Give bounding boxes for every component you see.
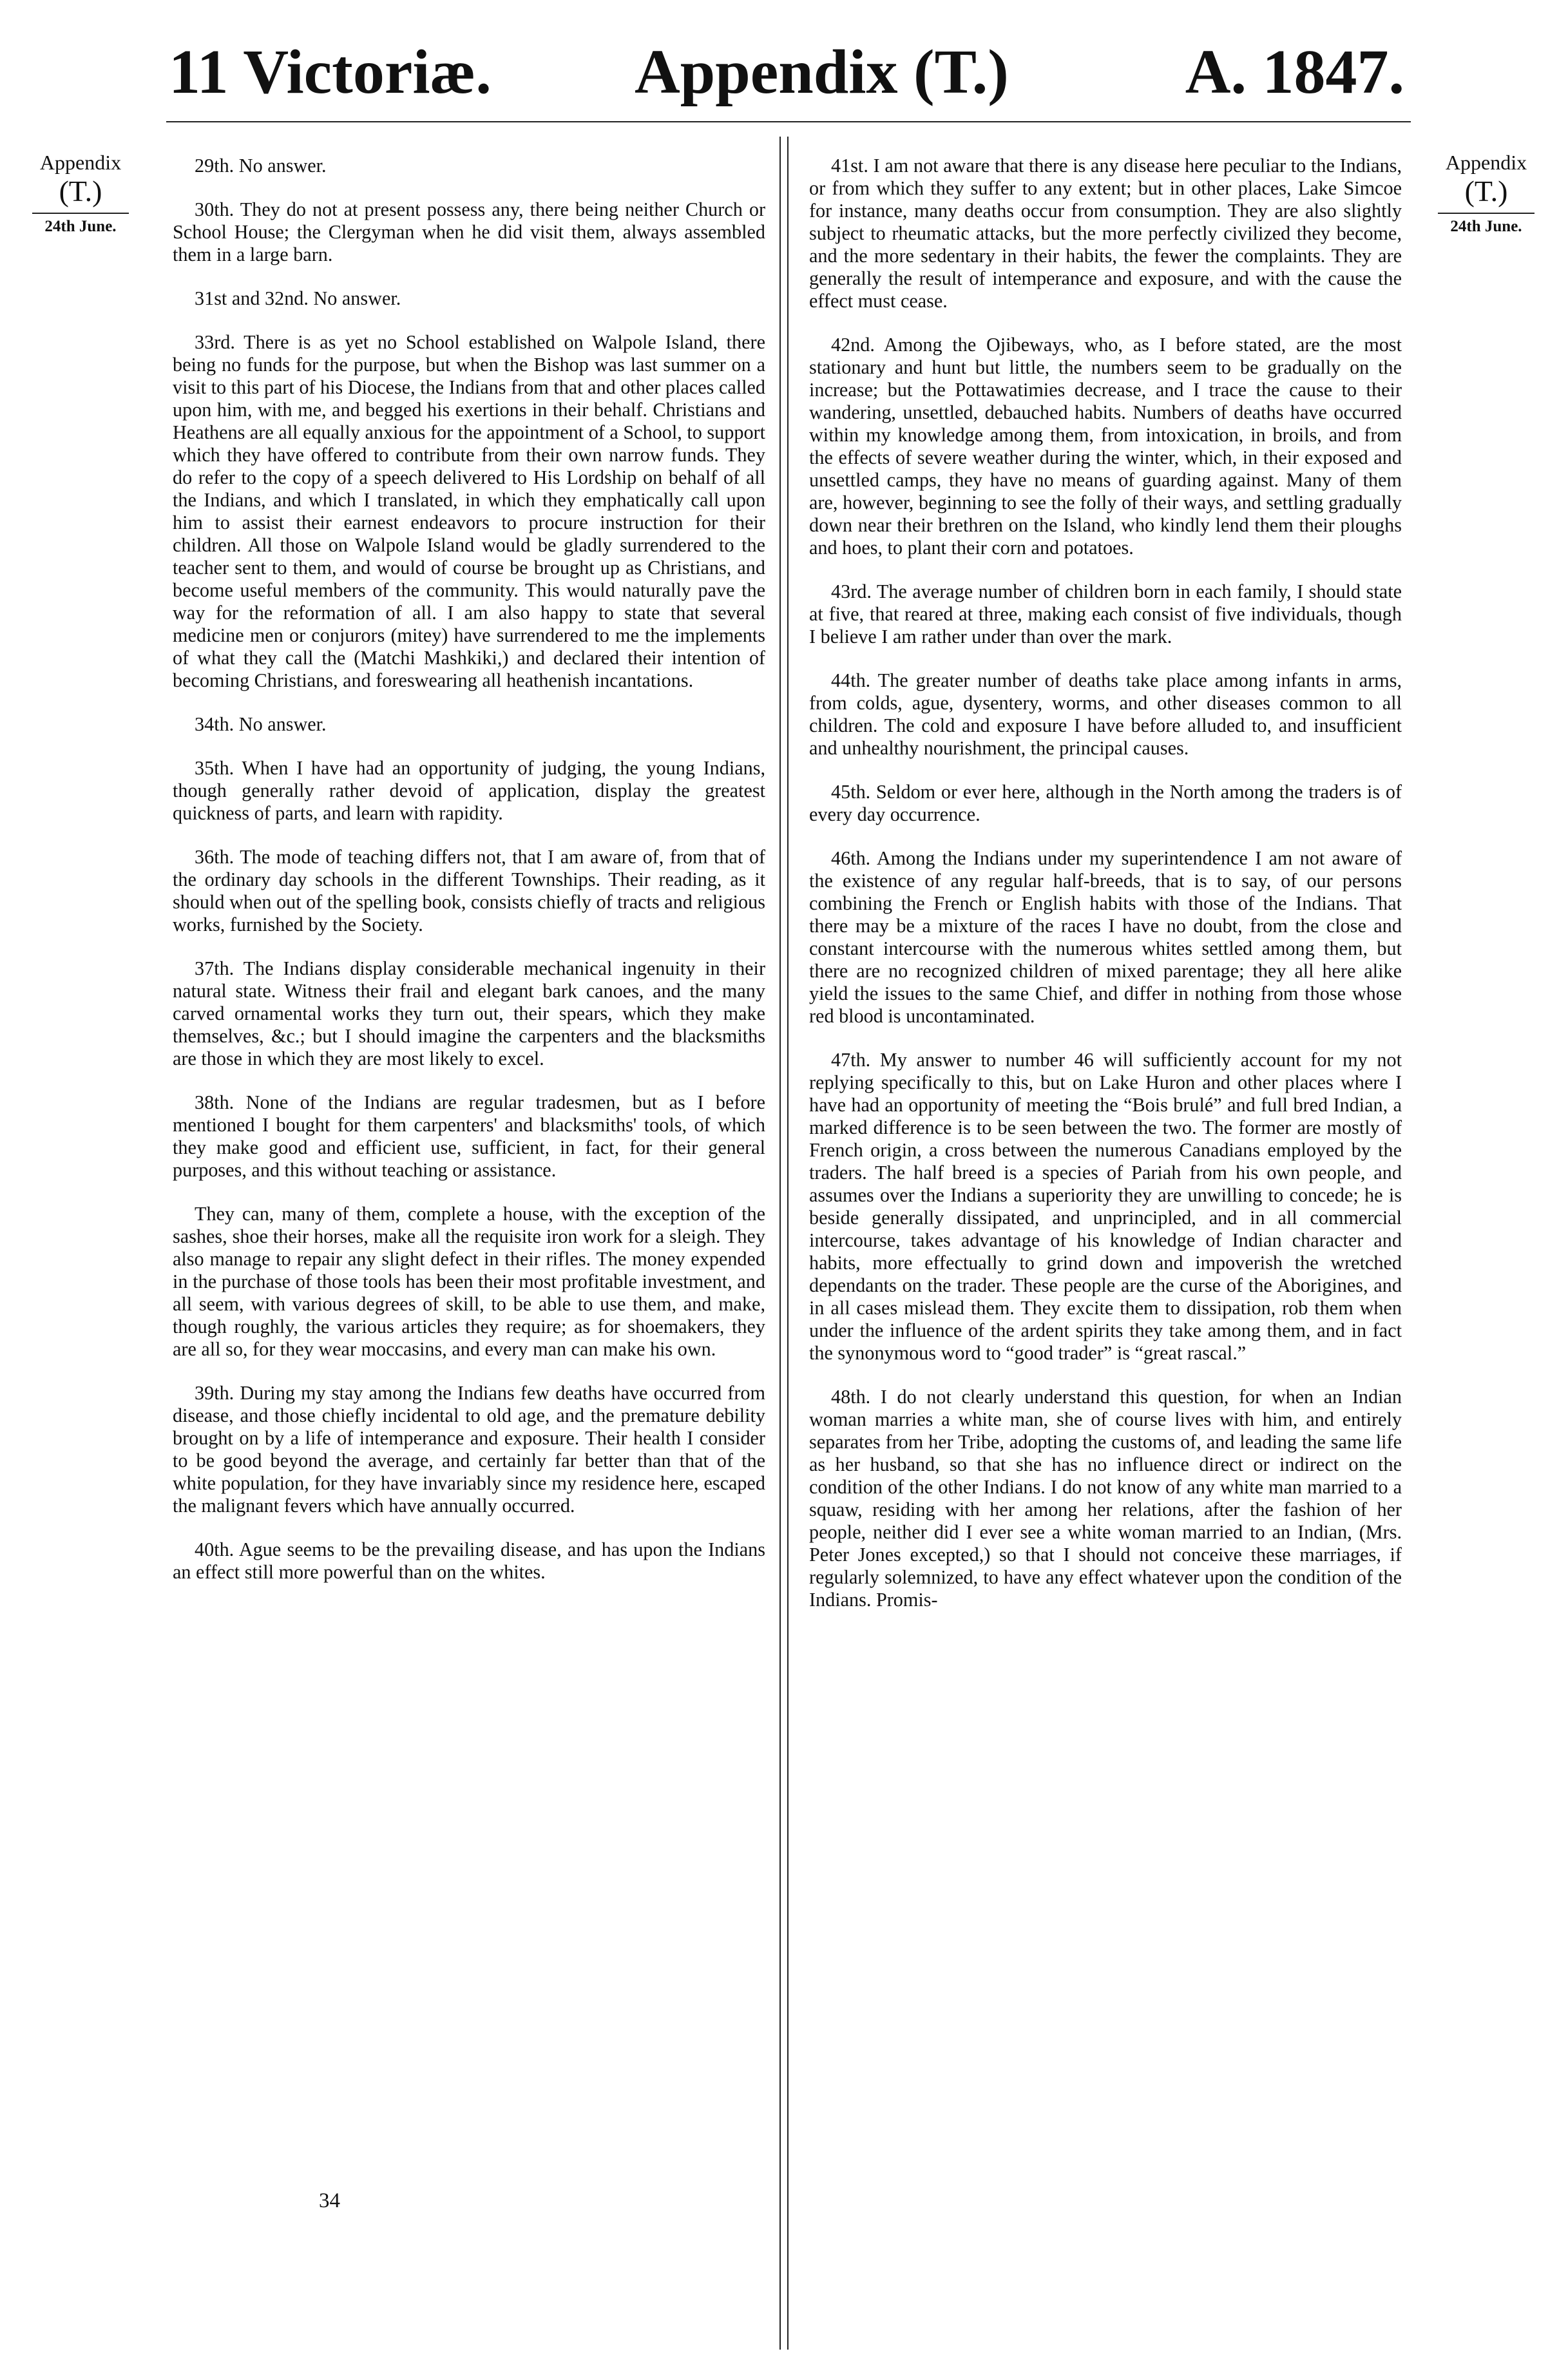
- answer-38-continued: They can, many of them, complete a house, with the exception of the sashes, shoe their horses, make all the requisite iron work for a sleigh. They also manage to repair any slight defect in their rifles. The money expended in the purchase of those tools has been their most profitable investment, and all seem, with various degrees of skill, to be able to use them, and make, though roughly, the various articles they require; as for shoemakers, they are all so, for they wear moccasins, and every man can make his own.: [173, 1203, 765, 1360]
- margin-note-left: [19, 149, 142, 236]
- answer-29: 29th. No answer.: [195, 155, 327, 177]
- margin-date: 24th June.: [1450, 218, 1522, 235]
- column-divider: [779, 137, 789, 2350]
- answer-45: 45th. Seldom or ever here, although in the North among the traders is of every day occurrence.: [809, 781, 1402, 825]
- answer-31-32: 31st and 32nd. No answer.: [195, 287, 401, 309]
- answer-47: 47th. My answer to number 46 will sufficiently account for my not replying specifically to this, but on Lake Huron and other places where I have had an opportunity of meeting the “Bois brulé” and full bred Indian, a marked difference is to be seen between the two. The former are mostly of French origin, a cross between the numerous Canadians employed by the traders. The half breed is a species of Pariah from his own people, and assumes over the Indians a superiority they are unwilling to concede; he is beside generally dissipated, and unprincipled, and in all commercial intercourse, takes advantage of his knowledge of Indian character and habits, more effectually to grind down and impoverish the wretched dependants on the trader. These people are the curse of the Aborigines, and in all cases mislead them. They excite them to dissipation, rob them when under the influence of the ardent spirits they take among them, and in fact the synonymous word to “good trader” is “great rascal.”: [809, 1049, 1402, 1364]
- answer-39: 39th. During my stay among the Indians few deaths have occurred from disease, and those chiefly incidental to old age, and the premature debility brought on by a life of intemperance and exposure. Their health I consider to be good beyond the average, and certainly far better than that of the white population, for they have invariably since my residence here, escaped the malignant fevers which have annually occurred.: [173, 1382, 765, 1517]
- answer-38: 38th. None of the Indians are regular tradesmen, but as I before mentioned I bought for them carpenters' and blacksmiths' tools, of which they make good and efficient use, sufficient, in fact, for their general purposes, and this without teaching or assistance.: [173, 1091, 765, 1181]
- header-session: 11 Victoriæ.: [169, 37, 492, 107]
- margin-appendix-label: Appendix: [1445, 151, 1527, 174]
- answer-34: 34th. No answer.: [195, 713, 327, 735]
- answer-41: 41st. I am not aware that there is any disease here peculiar to the Indians, or from which they suffer to any extent; but in other places, Lake Simcoe for instance, many deaths occur from consumption. They are also slightly subject to rheumatic attacks, but the more perfectly civilized they become, and the more sedentary in their habits, the fewer the complaints. They are generally the result of intemperance and exposure, and with the cause the effect must cease.: [809, 155, 1402, 312]
- right-column: [809, 155, 1402, 1633]
- answer-48: 48th. I do not clearly understand this question, for when an Indian woman marries a white man, she of course lives with him, and entirely separates from her Tribe, adopting the customs of, and leading the same life as her husband, so that she has no influence direct or indirect on the condition of the other Indians. I do not know of any white man married to a squaw, residing with her among her relations, after the fashion of her people, neither did I ever see a white woman married to an Indian, (Mrs. Peter Jones excepted,) so that I should not conceive these marriages, if regularly solemnized, to have any effect whatever upon the condition of the Indians. Promis-: [809, 1386, 1402, 1611]
- answer-40: 40th. Ague seems to be the prevailing disease, and has upon the Indians an effect still more powerful than on the whites.: [173, 1538, 765, 1583]
- header-rule: [166, 121, 1411, 122]
- answer-44: 44th. The greater number of deaths take place among infants in arms, from colds, ague, dysentery, worms, and other diseases common to all children. The cold and exposure I have before alluded to, and insufficient and unhealthy nourishment, the principal causes.: [809, 669, 1402, 759]
- margin-appendix-code: (T.): [59, 175, 102, 207]
- margin-divider: [32, 213, 129, 214]
- answer-35: 35th. When I have had an opportunity of judging, the young Indians, though generally rather devoid of application, display the greatest quickness of parts, and learn with rapidity.: [173, 757, 765, 824]
- answer-36: 36th. The mode of teaching differs not, that I am aware of, from that of the ordinary day schools in the different Townships. Their reading, as it should when out of the spelling book, consists chiefly of tracts and religious works, furnished by the Society.: [173, 846, 765, 935]
- margin-appendix-code: (T.): [1464, 175, 1508, 207]
- answer-30: 30th. They do not at present possess any, there being neither Church or School House; the Clergyman when he did visit them, always assembled them in a large barn.: [173, 198, 765, 265]
- margin-divider: [1438, 213, 1535, 214]
- margin-note-right: [1425, 149, 1547, 236]
- answer-46: 46th. Among the Indians under my superintendence I am not aware of the existence of any regular half-breeds, that is to say, of our persons combining the French or English habits with those of the Indians. That there may be a mixture of the races I have no doubt, from the close and constant intercourse with the numerous whites settled among them, but there are no recognized children of mixed parentage; they all here alike yield the issues to the same Chief, and differ in nothing from those whose red blood is uncontaminated.: [809, 847, 1402, 1027]
- left-column: [173, 155, 765, 1605]
- page-header: [161, 34, 1417, 111]
- margin-appendix-label: Appendix: [39, 151, 122, 174]
- margin-date: 24th June.: [44, 218, 117, 235]
- answer-37: 37th. The Indians display considerable mechanical ingenuity in their natural state. Witness their frail and elegant bark canoes, and the many carved ornamental works they turn out, their spears, which they make themselves, &c.; but I should imagine the carpenters and the blacksmiths are those in which they are most likely to excel.: [173, 957, 765, 1069]
- answer-42: 42nd. Among the Ojibeways, who, as I before stated, are the most stationary and hunt but little, the numbers seem to be gradually on the increase; but the Pottawatimies decrease, and I trace the cause to their wandering, unsettled, debauched habits. Numbers of deaths have occurred within my knowledge among them, from intoxication, in broils, and from the effects of severe weather during the winter, which, in their exposed and unsettled camps, they have no means of guarding against. Many of them are, however, beginning to see the folly of their ways, and settling gradually down near their brethren on the Island, who kindly lend them their ploughs and hoes, to plant their corn and potatoes.: [809, 334, 1402, 559]
- answer-33: 33rd. There is as yet no School established on Walpole Island, there being no funds for the purpose, but when the Bishop was last summer on a visit to this part of his Diocese, the Indians from that and other places called upon him, with me, and begged his exertions in their behalf. Christians and Heathens are all equally anxious for the appointment of a School, to support which they have offered to contribute from their own narrow funds. They do refer to the copy of a speech delivered to His Lordship on behalf of all the Indians, and which I translated, in which they emphatically call upon him to assist their earnest endeavors to procure instruction for their children. All those on Walpole Island would be gladly surrendered to the teacher sent to them, and would of course be brought up as Christians, and become useful members of the community. This would naturally pave the way for the reformation of all. I am also happy to state that several medicine men or conjurors (mitey) have surrendered to me the implements of what they call the (Matchi Mashkiki,) and declared their intention of becoming Christians, and foreswearing all heathenish incantations.: [173, 331, 765, 691]
- page-number: 34: [319, 2189, 340, 2212]
- header-year: A. 1847.: [1185, 37, 1404, 107]
- header-appendix: Appendix (T.): [635, 37, 1009, 107]
- answer-43: 43rd. The average number of children born in each family, I should state at five, that reared at three, making each consist of five individuals, though I believe I am rather under than over the mark.: [809, 580, 1402, 647]
